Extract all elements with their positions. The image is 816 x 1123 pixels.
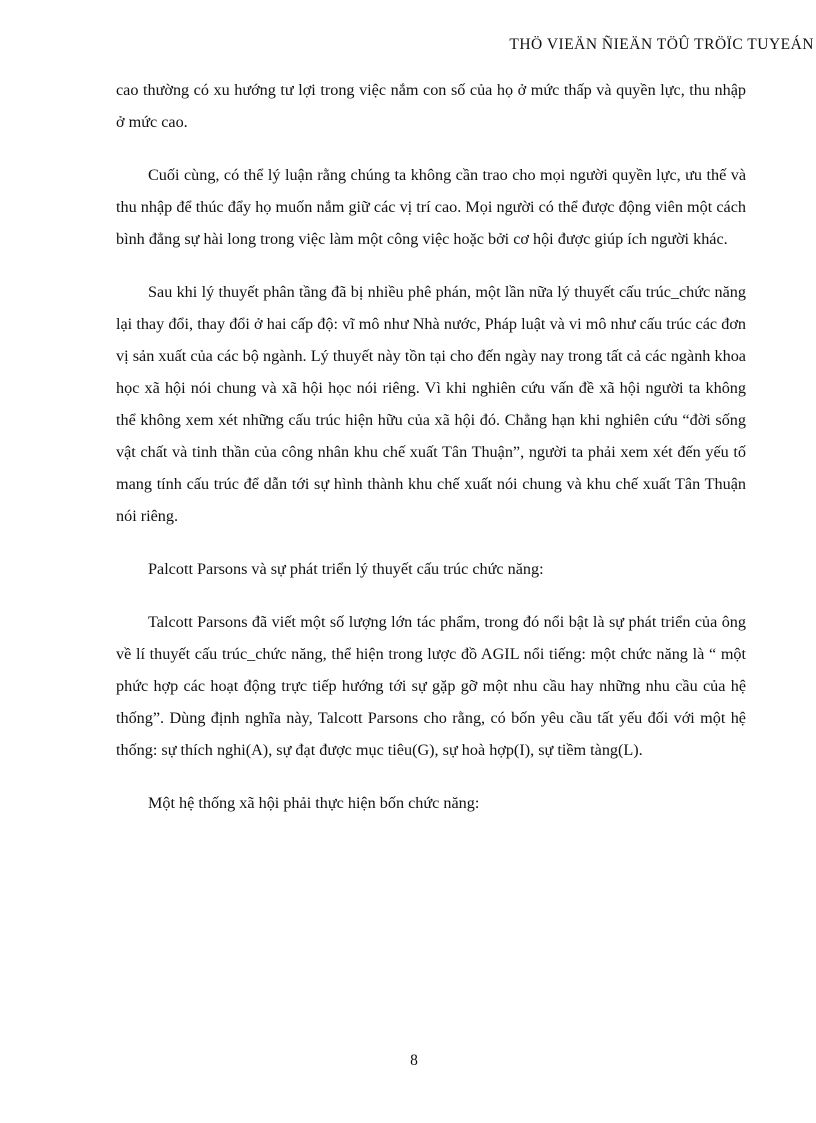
paragraph-structural-functional: Sau khi lý thuyết phân tầng đã bị nhiều phê phán, một lần nữa lý thuyết cấu trúc_chức năng lại thay đổi, thay đổi ở hai cấp độ: vĩ mô như Nhà nước, Pháp luật và vi mô như cấu trúc các đơn vị sản xuất của các bộ ngành. Lý thuyết này tồn tại cho đến ngày nay trong tất cả các ngành khoa học xã hội nói chung và xã hội học nói riêng. Vì khi nghiên cứu vấn đề xã hội người ta không thể không xem xét những cấu trúc hiện hữu của xã hội đó. Chẳng hạn khi nghiên cứu “đời sống vật chất và tinh thần của công nhân khu chế xuất Tân Thuận”, người ta phải xem xét đến yếu tố mang tính cấu trúc để dẫn tới sự hình thành khu chế xuất nói chung và khu chế xuất Tân Thuận nói riêng. bbox=[116, 283, 746, 525]
paragraph-agil: Talcott Parsons đã viết một số lượng lớn tác phẩm, trong đó nổi bật là sự phát triển của ông về lí thuyết cấu trúc_chức năng, thể hiện trong lược đồ AGIL nổi tiếng: một chức năng là “ một phức hợp các hoạt động trực tiếp hướng tới sự gặp gỡ một nhu cầu hay những nhu cầu của hệ thống”. Dùng định nghĩa này, Talcott Parsons cho rằng, có bốn yêu cầu tất yếu đối với một hệ thống: sự thích nghi(A), sự đạt được mục tiêu(G), sự hoà hợp(I), sự tiềm tàng(L). bbox=[116, 613, 746, 759]
section-heading-parsons: Palcott Parsons và sự phát triển lý thuyết cấu trúc chức năng: bbox=[148, 560, 544, 578]
paragraph-conclusion: Cuối cùng, có thể lý luận rằng chúng ta không cần trao cho mọi người quyền lực, ưu thế và thu nhập để thúc đẩy họ muốn nắm giữ các vị trí cao. Mọi người có thể được động viên một cách bình đẳng sự hài long trong việc làm một công việc hoặc bởi cơ hội được giúp ích người khác. bbox=[116, 166, 746, 248]
running-header: THÖ VIEÄN ÑIEÄN TÖÛ TRÖÏC TUYEÁN bbox=[509, 36, 814, 53]
page-number: 8 bbox=[410, 1052, 418, 1069]
paragraph-four-functions: Một hệ thống xã hội phải thực hiện bốn chức năng: bbox=[148, 794, 480, 812]
paragraph-continuation: cao thường có xu hướng tư lợi trong việc nắm con số của họ ở mức thấp và quyền lực, thu nhập ở mức cao. bbox=[116, 81, 746, 131]
page-body bbox=[116, 74, 746, 840]
